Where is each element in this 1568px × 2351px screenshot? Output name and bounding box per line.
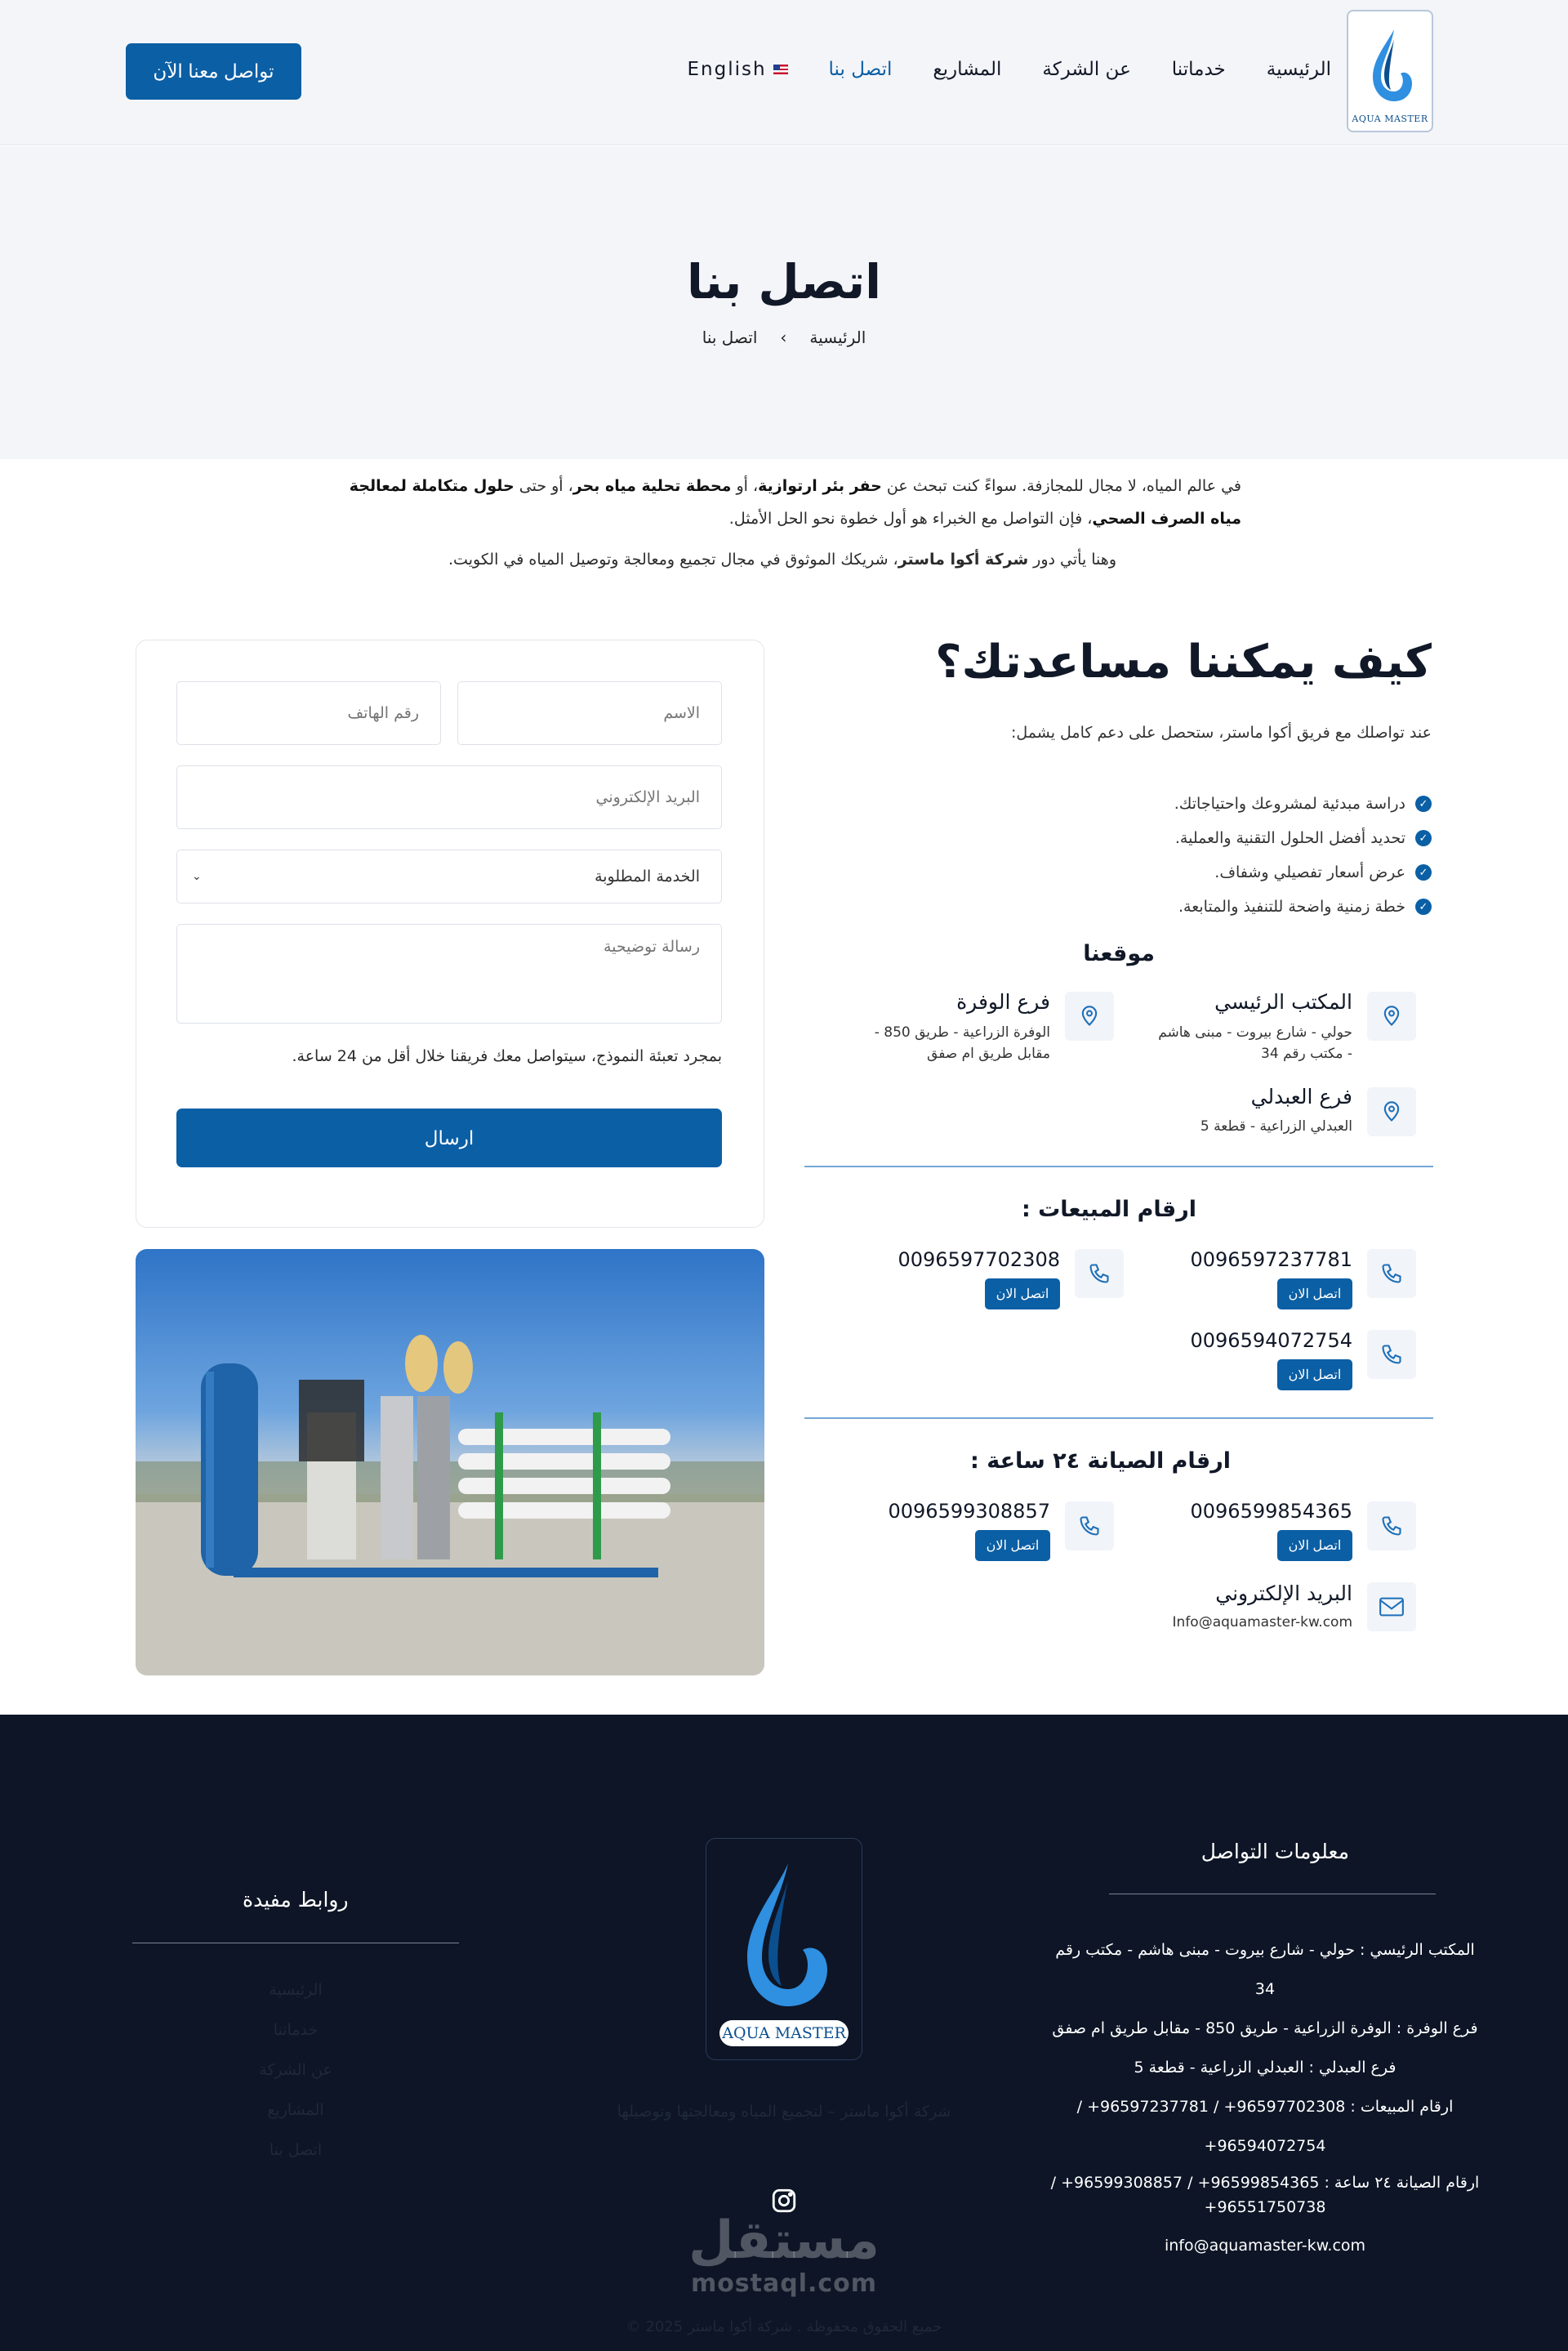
phone-icon [1065,1501,1114,1550]
address-line: - مكتب رقم 34 [1261,1046,1352,1062]
call-now-button[interactable]: اتصل الان [1277,1278,1352,1309]
mail-icon [1367,1582,1416,1631]
intro-text: في عالم المياه، لا مجال للمجازفة. سواءً كنت تبحث عن [881,477,1241,495]
abdali-branch-address: العبدلي الزراعية - قطعة 5 [1200,1118,1352,1135]
call-now-button[interactable]: اتصل الان [985,1278,1060,1309]
service-select-value: الخدمة المطلوبة [595,868,700,886]
call-now-button[interactable]: اتصل الان [1277,1359,1352,1390]
intro-text: ، شريكك الموثوق في مجال تجميع ومعالجة وتوصيل المياه في الكويت. [448,551,898,569]
check-circle-icon: ✓ [1415,830,1432,846]
breadcrumb-current: اتصل بنا [702,328,758,347]
main-office-title: المكتب الرئيسي [1214,990,1352,1014]
wafra-branch-address [875,1022,1050,1064]
watermark [670,2212,898,2298]
site-header [0,0,1568,145]
name-input[interactable] [457,681,722,745]
help-title: كيف يمكننا مساعدتك؟ [935,636,1432,689]
footer-link-contact[interactable]: اتصل بنا [269,2141,323,2159]
benefits-list [1174,787,1432,924]
list-item [1174,821,1432,855]
intro-highlight: حفر بئر ارتوازية [758,477,882,495]
page-hero [0,146,1568,459]
watermark-latin: mostaql.com [690,2269,878,2298]
section-divider [804,1417,1433,1419]
benefit-text: تحديد أفضل الحلول التقنية والعملية. [1174,829,1405,847]
abdali-branch-title: فرع العبدلي [1250,1085,1352,1109]
footer-link-about[interactable]: عن الشركة [259,2061,332,2079]
breadcrumb-separator-icon: › [780,328,787,347]
form-note: بمجرد تعبئة النموذج، سيتواصل معك فريقنا خلال أقل من 24 ساعة. [292,1047,722,1065]
footer-contact-line: ارقام الصيانة ٢٤ ساعة : 96599854365+ / 96599308857+ / [1050,2174,1480,2192]
footer-contact-line: 96551750738+ [1204,2198,1326,2216]
footer-contact-line: فرع العبدلي : العبدلي الزراعية - قطعة 5 [1134,2059,1396,2077]
site-logo[interactable] [1347,10,1433,132]
sales-phone-1[interactable]: 0096597237781 [1190,1248,1352,1271]
plant-photo-illustration [136,1249,764,1675]
sales-phone-2[interactable]: 0096597702308 [898,1248,1060,1271]
logo-text: AQUA MASTER [1352,114,1428,124]
footer-link-home[interactable]: الرئيسية [269,1981,323,1999]
benefit-text: خطة زمنية واضحة للتنفيذ والمتابعة. [1178,898,1405,916]
water-drop-logo-icon [706,1839,862,2059]
footer-contact-line: المكتب الرئيسي : حولي - شارع بيروت - مبنى هاشم - مكتب رقم 34 [1055,1941,1475,1998]
intro-highlight: حلول متكاملة لمعالجة مياه الصرف الصحي [349,477,1241,528]
nav-about[interactable]: عن الشركة [1042,59,1131,80]
submit-button[interactable]: ارسال [176,1109,722,1167]
intro-highlight: محطة تحلية مياه بحر [572,477,732,495]
list-item [1174,890,1432,924]
nav-contact[interactable]: اتصل بنا [828,59,893,80]
us-flag-icon [773,65,788,74]
footer-links [132,1970,459,2170]
footer-contact-line: فرع الوفرة : الوفرة الزراعية - طريق 850 - مقابل طريق ام صفق [1052,2019,1478,2037]
locations-title: موقعنا [1083,941,1155,966]
location-pin-icon [1065,992,1114,1041]
phone-icon [1367,1249,1416,1298]
intro-text: وهنا يأتي دور [1028,551,1116,569]
intro-text: ، فإن التواصل مع الخبراء هو أول خطوة نحو الحل الأمثل. [728,510,1093,528]
intro-text: ، أو [731,477,759,495]
phone-icon [1367,1501,1416,1550]
intro-paragraph [327,470,1241,535]
address-line: الوفرة الزراعية - طريق 850 - [874,1024,1050,1041]
phone-icon [1075,1249,1124,1298]
footer-links-title: روابط مفيدة [243,1888,349,1912]
footer-email[interactable]: info@aquamaster-kw.com [1164,2237,1366,2255]
breadcrumb [0,328,1568,347]
sales-phone-3[interactable]: 0096594072754 [1190,1329,1352,1352]
footer-contact-lines [1045,1930,1486,2265]
watermark-arabic: مستقل [688,2210,880,2271]
location-pin-icon [1367,992,1416,1041]
benefit-text: عرض أسعار تفصيلي وشفاف. [1214,863,1405,881]
maintenance-phone-2[interactable]: 0096599308857 [888,1500,1050,1523]
footer-logo[interactable] [706,1838,862,2060]
chevron-down-icon: ⌄ [192,870,202,883]
page-title: اتصل بنا [686,254,881,310]
phone-input[interactable] [176,681,441,745]
footer-link-projects[interactable]: المشاريع [267,2101,324,2119]
address-line: مقابل طريق ام صفق [927,1046,1050,1062]
help-subtitle: عند تواصلك مع فريق أكوا ماستر، ستحصل على دعم كامل يشمل: [1010,724,1432,742]
maintenance-title: ارقام الصيانة ٢٤ ساعة : [970,1448,1231,1474]
contact-now-button[interactable]: تواصل معنا الآن [126,43,301,100]
copyright: جميع الحقوق محفوظة . شركة أكوا ماستر 2025 © [626,2318,942,2335]
check-circle-icon: ✓ [1415,864,1432,881]
intro-paragraph-2 [327,543,1116,576]
lang-label: English [687,59,767,80]
list-item [1174,787,1432,821]
main-nav [646,59,1331,80]
footer-contact-title: معلومات التواصل [1200,1840,1349,1863]
water-drop-logo-icon [1363,26,1420,108]
check-circle-icon: ✓ [1415,899,1432,915]
wafra-branch-title: فرع الوفرة [956,990,1050,1014]
call-now-button[interactable]: اتصل الان [975,1530,1050,1561]
service-select[interactable] [176,850,722,903]
email-title: البريد الإلكتروني [1215,1581,1352,1605]
nav-home[interactable]: الرئيسية [1266,59,1331,80]
footer-tagline: شركة أكوا ماستر – لتجميع المياه ومعالجتها وتوصيلها [617,2103,951,2121]
location-pin-icon [1367,1087,1416,1136]
footer-logo-text: AQUA MASTER [722,2024,846,2042]
list-item [1174,855,1432,890]
address-line: حولي - شارع بيروت - مبنى هاشم [1158,1024,1352,1041]
main-office-address [1158,1022,1352,1064]
section-divider [804,1166,1433,1167]
sales-title: ارقام المبيعات : [1021,1197,1196,1222]
benefit-text: دراسة مبدئية لمشروعك واحتياجاتك. [1174,795,1405,813]
footer-contact-line: ارقام المبيعات : 96597702308+ / 96597237781+ / 96594072754+ [1076,2098,1454,2155]
maintenance-phone-1[interactable]: 0096599854365 [1190,1500,1352,1523]
breadcrumb-home[interactable]: الرئيسية [809,328,866,347]
message-textarea[interactable] [176,924,722,1024]
phone-icon [1367,1330,1416,1379]
language-switch[interactable] [687,59,787,80]
nav-services[interactable]: خدماتنا [1171,59,1226,80]
call-now-button[interactable]: اتصل الان [1277,1530,1352,1561]
email-address[interactable]: Info@aquamaster-kw.com [1172,1614,1352,1631]
intro-text: ، أو حتى [514,477,573,495]
footer-link-services[interactable]: خدماتنا [273,2021,318,2039]
check-circle-icon: ✓ [1415,796,1432,812]
intro-highlight: شركة أكوا ماستر [898,551,1029,569]
nav-projects[interactable]: المشاريع [933,59,1002,80]
email-input[interactable] [176,765,722,829]
water-treatment-plant-photo [136,1249,764,1675]
